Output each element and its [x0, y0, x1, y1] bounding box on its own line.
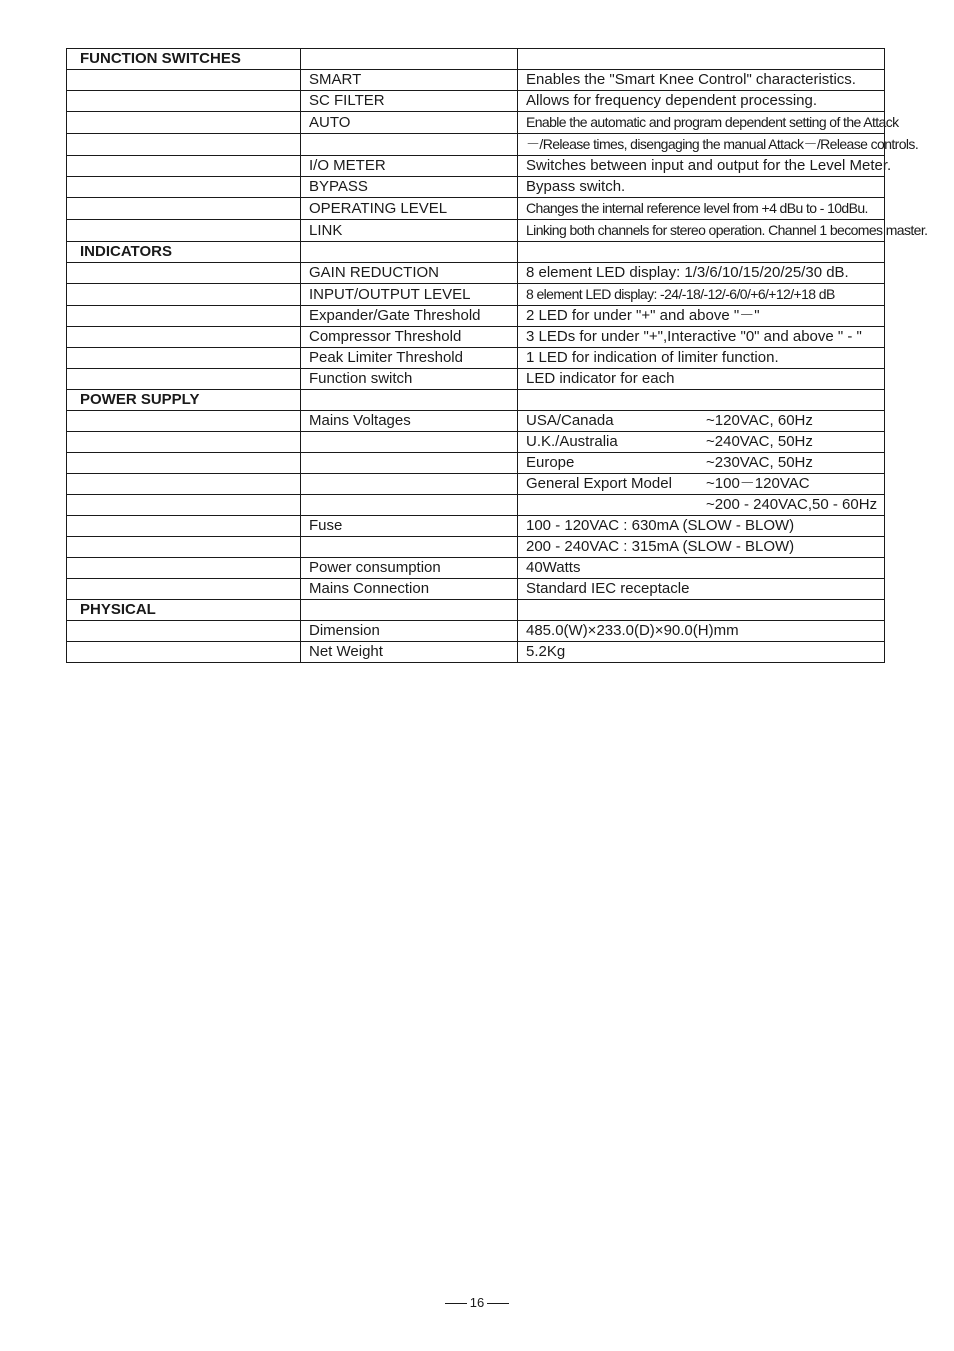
empty-cell	[67, 558, 301, 579]
table-row	[67, 198, 885, 220]
empty-cell	[301, 49, 518, 70]
spec-description: 200 - 240VAC : 315mA (SLOW - BLOW)	[526, 538, 795, 555]
table-row	[67, 134, 885, 156]
spec-description-cell	[518, 156, 892, 177]
spec-description-cell	[518, 369, 885, 390]
spec-description-cell	[518, 474, 885, 495]
spec-value: ~120VAC, 60Hz	[706, 412, 813, 429]
empty-cell	[301, 242, 518, 263]
table-row	[67, 220, 885, 242]
spec-description-cell	[518, 453, 885, 474]
spec-name-cell: SC FILTER	[301, 91, 518, 112]
spec-description-cell	[518, 411, 885, 432]
spec-description-cell	[518, 642, 885, 663]
spec-description: －/Release times, disengaging the manual Attack－/Release controls.	[526, 136, 919, 152]
spec-value: ~100－120VAC	[706, 475, 810, 492]
section-header-row	[67, 49, 885, 70]
table-row	[67, 284, 885, 306]
table-row	[67, 306, 885, 327]
empty-cell	[67, 156, 301, 177]
spec-description: 2 LED for under "+" and above "－"	[526, 307, 760, 324]
spec-name-cell: SMART	[301, 70, 518, 91]
spec-name-cell: OPERATING LEVEL	[301, 198, 518, 220]
section-header-row	[67, 242, 885, 263]
empty-cell	[67, 474, 301, 495]
spec-description: Enable the automatic and program dependent setting of the Attack	[526, 114, 899, 130]
empty-cell	[67, 516, 301, 537]
spec-description: 1 LED for indication of limiter function.	[526, 349, 779, 366]
empty-cell	[67, 621, 301, 642]
empty-cell	[67, 284, 301, 306]
section-heading: PHYSICAL	[67, 600, 301, 621]
table-row	[67, 621, 885, 642]
empty-cell	[67, 537, 301, 558]
empty-cell	[518, 390, 885, 411]
empty-cell	[518, 600, 885, 621]
spec-name-cell	[301, 134, 518, 156]
table-row	[67, 474, 885, 495]
spec-description-cell	[518, 579, 885, 600]
spec-name-cell: Dimension	[301, 621, 518, 642]
table-row	[67, 369, 885, 390]
section-header-row	[67, 600, 885, 621]
spec-description: LED indicator for each	[526, 370, 675, 387]
empty-cell	[67, 91, 301, 112]
spec-description: Changes the internal reference level from +4 dBu to - 10dBu.	[526, 200, 868, 216]
empty-cell	[67, 579, 301, 600]
spec-name-cell: GAIN REDUCTION	[301, 263, 518, 284]
empty-cell	[67, 642, 301, 663]
spec-description-cell	[518, 432, 885, 453]
spec-name-cell	[301, 474, 518, 495]
spec-description: U.K./Australia	[526, 433, 618, 450]
section-heading: POWER SUPPLY	[67, 390, 301, 411]
empty-cell	[301, 600, 518, 621]
spec-description: Standard IEC receptacle	[526, 580, 690, 597]
spec-name-cell: AUTO	[301, 112, 518, 134]
table-row	[67, 91, 885, 112]
spec-name-cell	[301, 537, 518, 558]
empty-cell	[67, 112, 301, 134]
spec-name-cell: Fuse	[301, 516, 518, 537]
spec-description-cell	[518, 134, 919, 156]
table-row	[67, 156, 885, 177]
empty-cell	[518, 49, 885, 70]
spec-name-cell: Peak Limiter Threshold	[301, 348, 518, 369]
spec-description: Switches between input and output for the Level Meter.	[526, 157, 892, 174]
spec-description-cell	[518, 558, 885, 579]
spec-table-body	[67, 49, 928, 663]
spec-name-cell: I/O METER	[301, 156, 518, 177]
empty-cell	[67, 432, 301, 453]
spec-name-cell	[301, 495, 518, 516]
table-row	[67, 495, 885, 516]
spec-name-cell	[301, 432, 518, 453]
spec-table	[66, 48, 928, 663]
empty-cell	[518, 242, 885, 263]
spec-description: 40Watts	[526, 559, 581, 576]
spec-name-cell: Mains Connection	[301, 579, 518, 600]
spec-name-cell: BYPASS	[301, 177, 518, 198]
spec-name-cell: Expander/Gate Threshold	[301, 306, 518, 327]
table-row	[67, 177, 885, 198]
spec-name-cell: Function switch	[301, 369, 518, 390]
spec-description-cell	[518, 327, 885, 348]
spec-description: 3 LEDs for under "+",Interactive "0" and above " - "	[526, 328, 862, 345]
spec-description: 485.0(W)×233.0(D)×90.0(H)mm	[526, 622, 739, 639]
spec-name-cell: Net Weight	[301, 642, 518, 663]
table-row	[67, 263, 885, 284]
section-heading: INDICATORS	[67, 242, 301, 263]
table-row	[67, 70, 885, 91]
spec-description-cell	[518, 495, 885, 516]
spec-description: 100 - 120VAC : 630mA (SLOW - BLOW)	[526, 517, 795, 534]
spec-value: ~200 - 240VAC,50 - 60Hz	[706, 496, 878, 513]
section-heading: FUNCTION SWITCHES	[67, 49, 301, 70]
spec-name-cell: Compressor Threshold	[301, 327, 518, 348]
table-row	[67, 558, 885, 579]
spec-value: ~230VAC, 50Hz	[706, 454, 813, 471]
spec-description: Europe	[526, 454, 575, 471]
table-row	[67, 537, 885, 558]
spec-description-cell	[518, 516, 885, 537]
table-row	[67, 432, 885, 453]
empty-cell	[67, 411, 301, 432]
table-row	[67, 453, 885, 474]
table-row	[67, 112, 885, 134]
spec-description-cell	[518, 91, 885, 112]
table-row	[67, 411, 885, 432]
spec-description: Enables the "Smart Knee Control" characteristics.	[526, 71, 856, 88]
table-row	[67, 642, 885, 663]
page-number-rule-right	[487, 1303, 509, 1304]
table-row	[67, 516, 885, 537]
spec-description: Bypass switch.	[526, 178, 626, 195]
spec-description: Allows for frequency dependent processing.	[526, 92, 818, 109]
spec-description: 5.2Kg	[526, 643, 566, 660]
table-row	[67, 579, 885, 600]
spec-value: ~240VAC, 50Hz	[706, 433, 813, 450]
section-header-row	[67, 390, 885, 411]
spec-description-cell	[518, 284, 885, 306]
spec-description: 8 element LED display: -24/-18/-12/-6/0/+6/+12/+18 dB	[526, 286, 835, 302]
empty-cell	[67, 348, 301, 369]
empty-cell	[67, 306, 301, 327]
spec-description: Linking both channels for stereo operation. Channel 1 becomes master.	[526, 222, 928, 238]
spec-description-cell	[518, 198, 885, 220]
spec-description: General Export Model	[526, 475, 672, 492]
spec-description-cell	[518, 348, 885, 369]
spec-description: 8 element LED display: 1/3/6/10/15/20/25/30 dB.	[526, 264, 849, 281]
spec-description-cell	[518, 537, 885, 558]
spec-description-cell	[518, 70, 885, 91]
empty-cell	[67, 220, 301, 242]
spec-name-cell: LINK	[301, 220, 518, 242]
spec-description: USA/Canada	[526, 412, 614, 429]
page-number	[0, 1295, 954, 1310]
empty-cell	[67, 453, 301, 474]
empty-cell	[301, 390, 518, 411]
spec-description-cell	[518, 306, 885, 327]
spec-description-cell	[518, 112, 899, 134]
empty-cell	[67, 198, 301, 220]
table-row	[67, 327, 885, 348]
empty-cell	[67, 369, 301, 390]
spec-name-cell: Power consumption	[301, 558, 518, 579]
spec-name-cell: Mains Voltages	[301, 411, 518, 432]
page-number-rule-left	[445, 1303, 467, 1304]
spec-name-cell: INPUT/OUTPUT LEVEL	[301, 284, 518, 306]
spec-description-cell	[518, 263, 885, 284]
empty-cell	[67, 134, 301, 156]
spec-description-cell	[518, 220, 928, 242]
empty-cell	[67, 70, 301, 91]
page-number-text: 16	[469, 1295, 485, 1310]
empty-cell	[67, 263, 301, 284]
empty-cell	[67, 495, 301, 516]
spec-description-cell	[518, 177, 885, 198]
table-row	[67, 348, 885, 369]
spec-name-cell	[301, 453, 518, 474]
spec-description-cell	[518, 621, 885, 642]
empty-cell	[67, 177, 301, 198]
empty-cell	[67, 327, 301, 348]
